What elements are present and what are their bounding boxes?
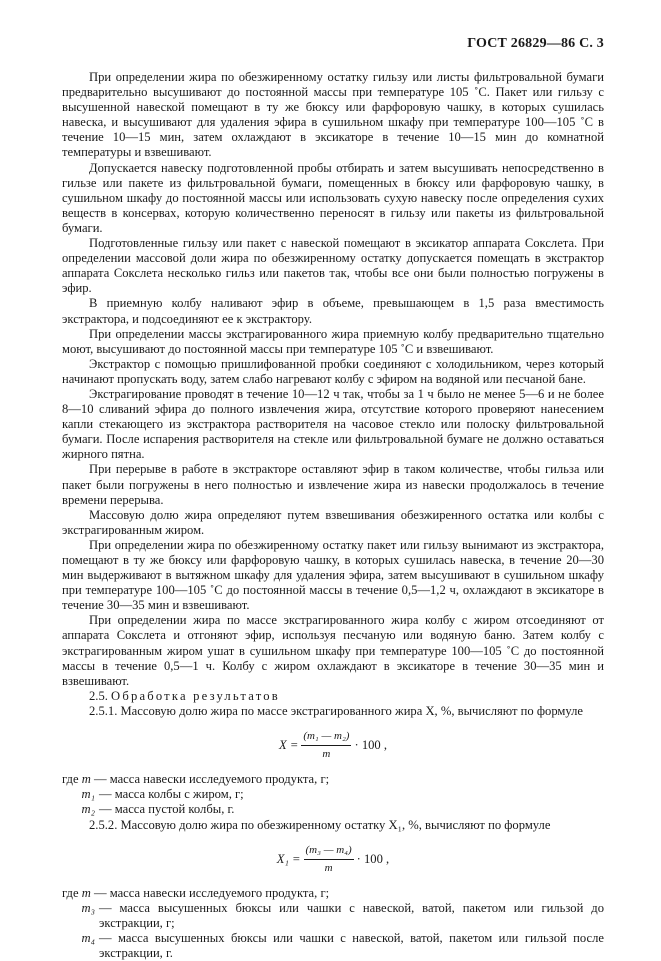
legend-symbol: m: [81, 772, 91, 787]
paragraph: Экстрактор с помощью пришлифованной пробки соединяют с холодильником, через который начинают пропускать воду, затем слабо нагревают колбу с эфиром на водяной или песчаной бане.: [62, 356, 604, 386]
formula-denominator: m: [324, 861, 333, 874]
legend-symbol: m₁: [81, 787, 95, 802]
paragraph: Допускается навеску подготовленной пробы отбирать и затем высушивать непосредственно в гильзе или пакете из фильтровальной бумаги, помещенных в бюксу или фарфоровую чашку, в сушильном шкафу до постоянной массы или использовать сухую навеску после определения сухих веществ в консервах, которую количественно переносят в гильзу или пакеты из фильтровальной бумаги.: [62, 160, 604, 235]
legend-desc: — масса пустой колбы, г.: [99, 802, 235, 817]
paragraph: Массовую долю жира определяют путем взвешивания обезжиренного остатка или колбы с экстрагированным жиром.: [62, 507, 604, 537]
formula-x: [62, 729, 604, 762]
formula-x1: [62, 843, 604, 876]
document-page: [62, 0, 604, 961]
legend-row: [62, 787, 604, 802]
document-body: [62, 70, 604, 961]
paragraph: При определении жира по обезжиренному остатку гильзу или листы фильтровальной бумаги предварительно высушивают до постоянной массы при температуре 105 ˚С. Пакет или гильзу с высушенной навеской помещают в ту же бюксу или фарфоровую чашку, в которых сушилась навеска, и высушивают для удаления эфира в сушильном шкафу при температуре 100—105 ˚С в течение 10—15 мин, затем охлаждают в эксикаторе в течение 10—15 мин до комнатной температуры и взвешивают.: [62, 70, 604, 160]
formula-denominator: m: [322, 748, 331, 761]
legend-lead: где: [62, 885, 79, 900]
formula-fraction: [304, 843, 354, 876]
legend-symbol: m: [81, 885, 91, 900]
paragraph: Подготовленные гильзу или пакет с навеской помещают в эксикатор аппарата Сокслета. При определении массовой доли жира по обезжиренному остатку допускается помещать в экстрактор аппарата Сокслета несколько гильз или пакетов так, чтобы все они были полностью погружены в эфир.: [62, 236, 604, 296]
section-heading: [62, 689, 604, 704]
paragraph: При определении жира по обезжиренному остатку пакет или гильзу вынимают из экстрактора, помещают в ту же бюксу или фарфоровую чашку, в которых сушилась навеска, в течение 20—30 мин выдерживают в вытяжном шкафу для удаления эфира, затем высушивают в сушильном шкафу при температуре 100—105 ˚С до постоянной массы в течение 0,5—1,2 ч, охлаждают в эксикаторе в течение 30—35 мин и взвешивают.: [62, 537, 604, 613]
formula-legend: [62, 772, 604, 817]
legend-symbol: m₄: [81, 931, 95, 946]
legend-desc: — масса высушенных бюксы или чашки с навеской, ватой, пакетом или гильзой до экстракции, г;: [99, 900, 604, 930]
legend-desc: — масса высушенных бюксы или чашки с навеской, ватой, пакетом или гильзой после экстракции, г.: [99, 931, 604, 961]
formula-numerator: (m₃ — m₄): [304, 843, 354, 860]
legend-symbol: m₃: [81, 900, 95, 915]
item-2-5-2-text: 2.5.2. Массовую долю жира по обезжиренному остатку X₁, %, вычисляют по формуле: [89, 817, 551, 832]
legend-desc: — масса навески исследуемого продукта, г;: [93, 772, 330, 787]
formula-lhs: X₁ =: [276, 851, 301, 866]
legend-row: [62, 886, 604, 901]
paragraph: При определении жира по массе экстрагированного жира колбу с жиром отсоединяют от аппарата Сокслета и отгоняют эфир, используя песчаную или водяную баню. Затем колбу с экстрагированным жиром ушат в сушильном шкафу при температуре 100—105 ˚С до постоянной массы в течение 0,5—1 ч. Колбу с жиром охлаждают в эксикаторе в течение 30—35 мин и взвешивают.: [62, 613, 604, 688]
legend-row: [62, 802, 604, 817]
page-header: ГОСТ 26829—86 С. 3: [467, 36, 604, 51]
item-2-5-1-text: 2.5.1. Массовую долю жира по массе экстрагированного жира X, %, вычисляют по формуле: [89, 703, 584, 718]
formula-rhs: · 100 ,: [354, 738, 388, 753]
formula-legend: [62, 886, 604, 961]
section-title: Обработка результатов: [111, 688, 280, 703]
legend-row: [62, 901, 604, 931]
formula-lhs: X =: [278, 738, 299, 753]
section-number: 2.5.: [89, 688, 108, 703]
legend-symbol: m₂: [81, 802, 95, 817]
legend-desc: — масса навески исследуемого продукта, г;: [93, 885, 330, 900]
paragraph: В приемную колбу наливают эфир в объеме, превышающем в 1,5 раза вместимость экстрактора, и подсоединяют ее к экстрактору.: [62, 296, 604, 326]
legend-row: [62, 772, 604, 787]
paragraph: Экстрагирование проводят в течение 10—12 ч так, чтобы за 1 ч было не менее 5—6 и не более 8—10 сливаний эфира до полного извлечения жира, отсутствие которого проверяют нанесением капли стекающего из экстрактора растворителя на часовое стекло или полоску фильтровальной бумаги. После испарения растворителя на стекле или фильтровальной бумаге не должно оставаться жирного пятна.: [62, 386, 604, 462]
paragraph: При перерыве в работе в экстракторе оставляют эфир в таком количестве, чтобы гильза или пакет были погружены в него полностью и извлечение жира из навески продолжалось в течение времени перерыва.: [62, 462, 604, 507]
formula-rhs: · 100 ,: [356, 851, 390, 866]
formula-numerator: (m₁ — m₂): [301, 729, 351, 746]
formula-fraction: [301, 729, 351, 762]
legend-lead: где: [62, 772, 79, 787]
legend-desc: — масса колбы с жиром, г;: [99, 787, 244, 802]
paragraph: При определении массы экстрагированного жира приемную колбу предварительно тщательно моют, высушивают до постоянной массы при температуре 105 ˚С и взвешивают.: [62, 326, 604, 356]
